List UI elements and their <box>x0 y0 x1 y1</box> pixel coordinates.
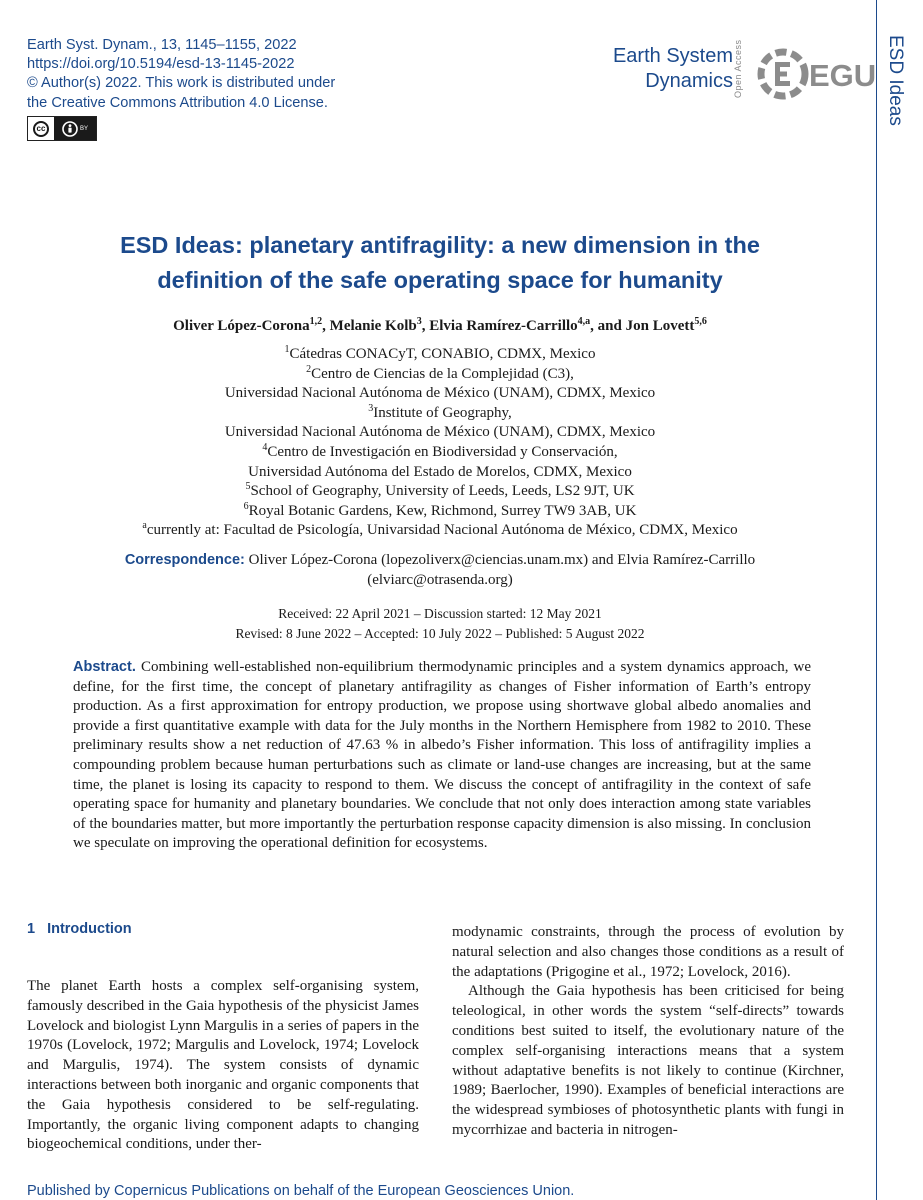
correspondence-line-1[interactable]: Oliver López-Corona (lopezoliverx@ciencias.unam.mx) and Elvia Ramírez-Carrillo <box>248 552 756 568</box>
title-line-2: definition of the safe operating space for humanity <box>157 267 723 293</box>
dates-line-1: Received: 22 April 2021 – Discussion started: 12 May 2021 <box>278 606 602 621</box>
abstract <box>73 658 811 854</box>
citation: Earth Syst. Dynam., 13, 1145–1155, 2022 <box>27 37 297 53</box>
affiliation-text: Centro de Ciencias de la Complejidad (C3), <box>311 365 574 382</box>
doi-link[interactable]: https://doi.org/10.5194/esd-13-1145-2022 <box>27 56 295 73</box>
affiliation-line <box>40 502 840 522</box>
section-number: 1 <box>27 921 36 937</box>
body-paragraph: The planet Earth hosts a complex self-organising system, famously described in the Gaia hypothesis of the physicist James Lovelock and biologist Lynn Margulis in a series of papers in the 1970s (Lovelock, 1972; Margulis and Lovelock, 1974; Lovelock and Margulis, 1974). The system consists of dynamic interactions between both inorganic and organic components that the Gaia hypothesis considered to be self-regulating. Importantly, the organic living component adapts to changing biogeochemical conditions, under ther- <box>27 978 419 1153</box>
egu-logo-icon <box>755 40 877 108</box>
affiliation-line <box>40 423 840 443</box>
affiliation-text: currently at: Facultad de Psicología, Univarsidad Nacional Autónoma de México, CDMX, Mexico <box>146 522 738 539</box>
affiliation-text: Universidad Nacional Autónoma de México (UNAM), CDMX, Mexico <box>224 385 656 402</box>
author-name: Oliver López-Corona <box>173 318 310 334</box>
author-affiliation-mark: 1,2 <box>309 316 323 327</box>
abstract-text: Combining well-established non-equilibrium thermodynamic principles and a system dynamics approach, we define, for the first time, the concept of planetary antifragility as changes of Fisher information of Earth’s entropy production. As a first approximation for entropy production, we propose using shortwave global albedo anomalies and provide a first quantitative example with data for the July months in the Northern Hemisphere from 1982 to 2010. These preliminary results show a net reduction of 47.63 % in albedo’s Fisher information. This loss of antifragility implies a compounding problem because human perturbations such as climate or land-use changes are increasing, but at the same time, the planet is losing its capacity to respond to them. We discuss the concept of antifragility in the context of safe operating space for humanity and planetary boundaries. We conclude that not only does interaction among state variables of the boundaries matter, but more importantly the perturbation response capacity dimension is also missing. In conclusion we speculate on improving the operational definition for ecosystems. <box>73 659 812 852</box>
author-list <box>40 318 840 335</box>
affiliation-line <box>40 384 840 404</box>
author-affiliation-mark: 4,a <box>577 316 591 327</box>
affiliation-line <box>40 482 840 502</box>
affiliation-line <box>40 463 840 483</box>
license-line-1: © Author(s) 2022. This work is distributed under <box>27 75 336 92</box>
affiliation-mark: 3 <box>368 402 374 414</box>
affiliation-line <box>40 443 840 463</box>
affiliation-line <box>40 365 840 385</box>
affiliation-mark: 1 <box>284 344 290 355</box>
affiliation-text: Royal Botanic Gardens, Kew, Richmond, Surrey TW9 3AB, UK <box>248 502 637 519</box>
cc-icon: cc <box>33 121 49 137</box>
cc-by-badge[interactable] <box>27 116 97 141</box>
by-label: BY <box>79 125 88 132</box>
publisher-footer: Published by Copernicus Publications on behalf of the European Geosciences Union. <box>27 1183 575 1199</box>
body-column-left <box>27 977 419 1155</box>
header-meta <box>27 36 335 113</box>
journal-name <box>613 44 733 94</box>
affiliation-text: Universidad Nacional Autónoma de México (UNAM), CDMX, Mexico <box>224 424 656 441</box>
body-column-right <box>452 923 844 1141</box>
affiliation-mark: 2 <box>306 363 312 375</box>
affiliation-mark: 5 <box>245 481 251 493</box>
affiliation-text: Cátedras CONACyT, CONABIO, CDMX, Mexico <box>289 346 596 362</box>
journal-name-line-2: Dynamics <box>645 70 733 92</box>
body-paragraph: modynamic constraints, through the process of evolution by natural selection and also changes those conditions as a result of the adaptations (Prigogine et al., 1972; Lovelock, 2016). <box>452 924 844 980</box>
egu-logo-text: EGU <box>809 58 877 93</box>
affiliation-line <box>40 345 840 365</box>
affiliation-text: Institute of Geography, <box>373 404 512 421</box>
open-access-label: Open Access <box>733 39 743 98</box>
affiliation-line <box>40 521 840 541</box>
author-separator: , <box>421 318 430 334</box>
affiliation-text: School of Geography, University of Leeds, Leeds, LS2 9JT, UK <box>250 483 635 500</box>
paper-title <box>40 228 840 298</box>
abstract-label: Abstract. <box>73 659 136 675</box>
attribution-person-icon <box>62 121 78 137</box>
affiliation-text: Universidad Autónoma del Estado de Morelos, CDMX, Mexico <box>248 463 632 480</box>
side-label: ESD Ideas <box>885 35 906 126</box>
publication-dates <box>40 604 840 644</box>
license-line-2: the Creative Commons Attribution 4.0 License. <box>27 94 328 111</box>
title-line-1: ESD Ideas: planetary antifragility: a new dimension in the <box>120 232 760 258</box>
side-divider <box>876 0 877 1200</box>
author-separator: , <box>322 318 330 334</box>
author-separator: , and <box>590 318 626 334</box>
section-title: Introduction <box>47 921 132 937</box>
journal-name-line-1: Earth System <box>612 45 733 67</box>
affiliation-mark: 4 <box>262 441 268 453</box>
correspondence-line-2[interactable]: (elviarc@otrasenda.org) <box>367 572 513 588</box>
dates-line-2: Revised: 8 June 2022 – Accepted: 10 July 2022 – Published: 5 August 2022 <box>235 626 645 641</box>
author-affiliation-mark: 3 <box>416 316 422 327</box>
affiliation-mark: 6 <box>243 500 249 512</box>
correspondence-label: Correspondence: <box>124 552 245 568</box>
affiliation-line <box>40 404 840 424</box>
section-heading-introduction <box>27 921 132 937</box>
affiliation-mark: a <box>142 520 147 532</box>
correspondence <box>40 550 840 590</box>
author-name: Elvia Ramírez-Carrillo <box>429 318 578 334</box>
body-paragraph: Although the Gaia hypothesis has been criticised for being teleological, in other words the system “self-directs” towards conditions best suited to itself, the evolutionary nature of the complex self-organising interactions means that a system without adaptative benefits is not likely to continue (Kirchner, 1989; Baerlocher, 1990). Examples of beneficial interactions are the widespread symbioses of photosynthetic plants with fungi in mycorrhizae and bacteria in nitrogen- <box>452 983 844 1138</box>
author-affiliation-mark: 5,6 <box>694 316 707 327</box>
affiliation-list <box>40 345 840 541</box>
author-name: Melanie Kolb <box>329 318 417 334</box>
affiliation-text: Centro de Investigación en Biodiversidad y Conservación, <box>267 443 618 460</box>
author-name: Jon Lovett <box>625 318 695 334</box>
